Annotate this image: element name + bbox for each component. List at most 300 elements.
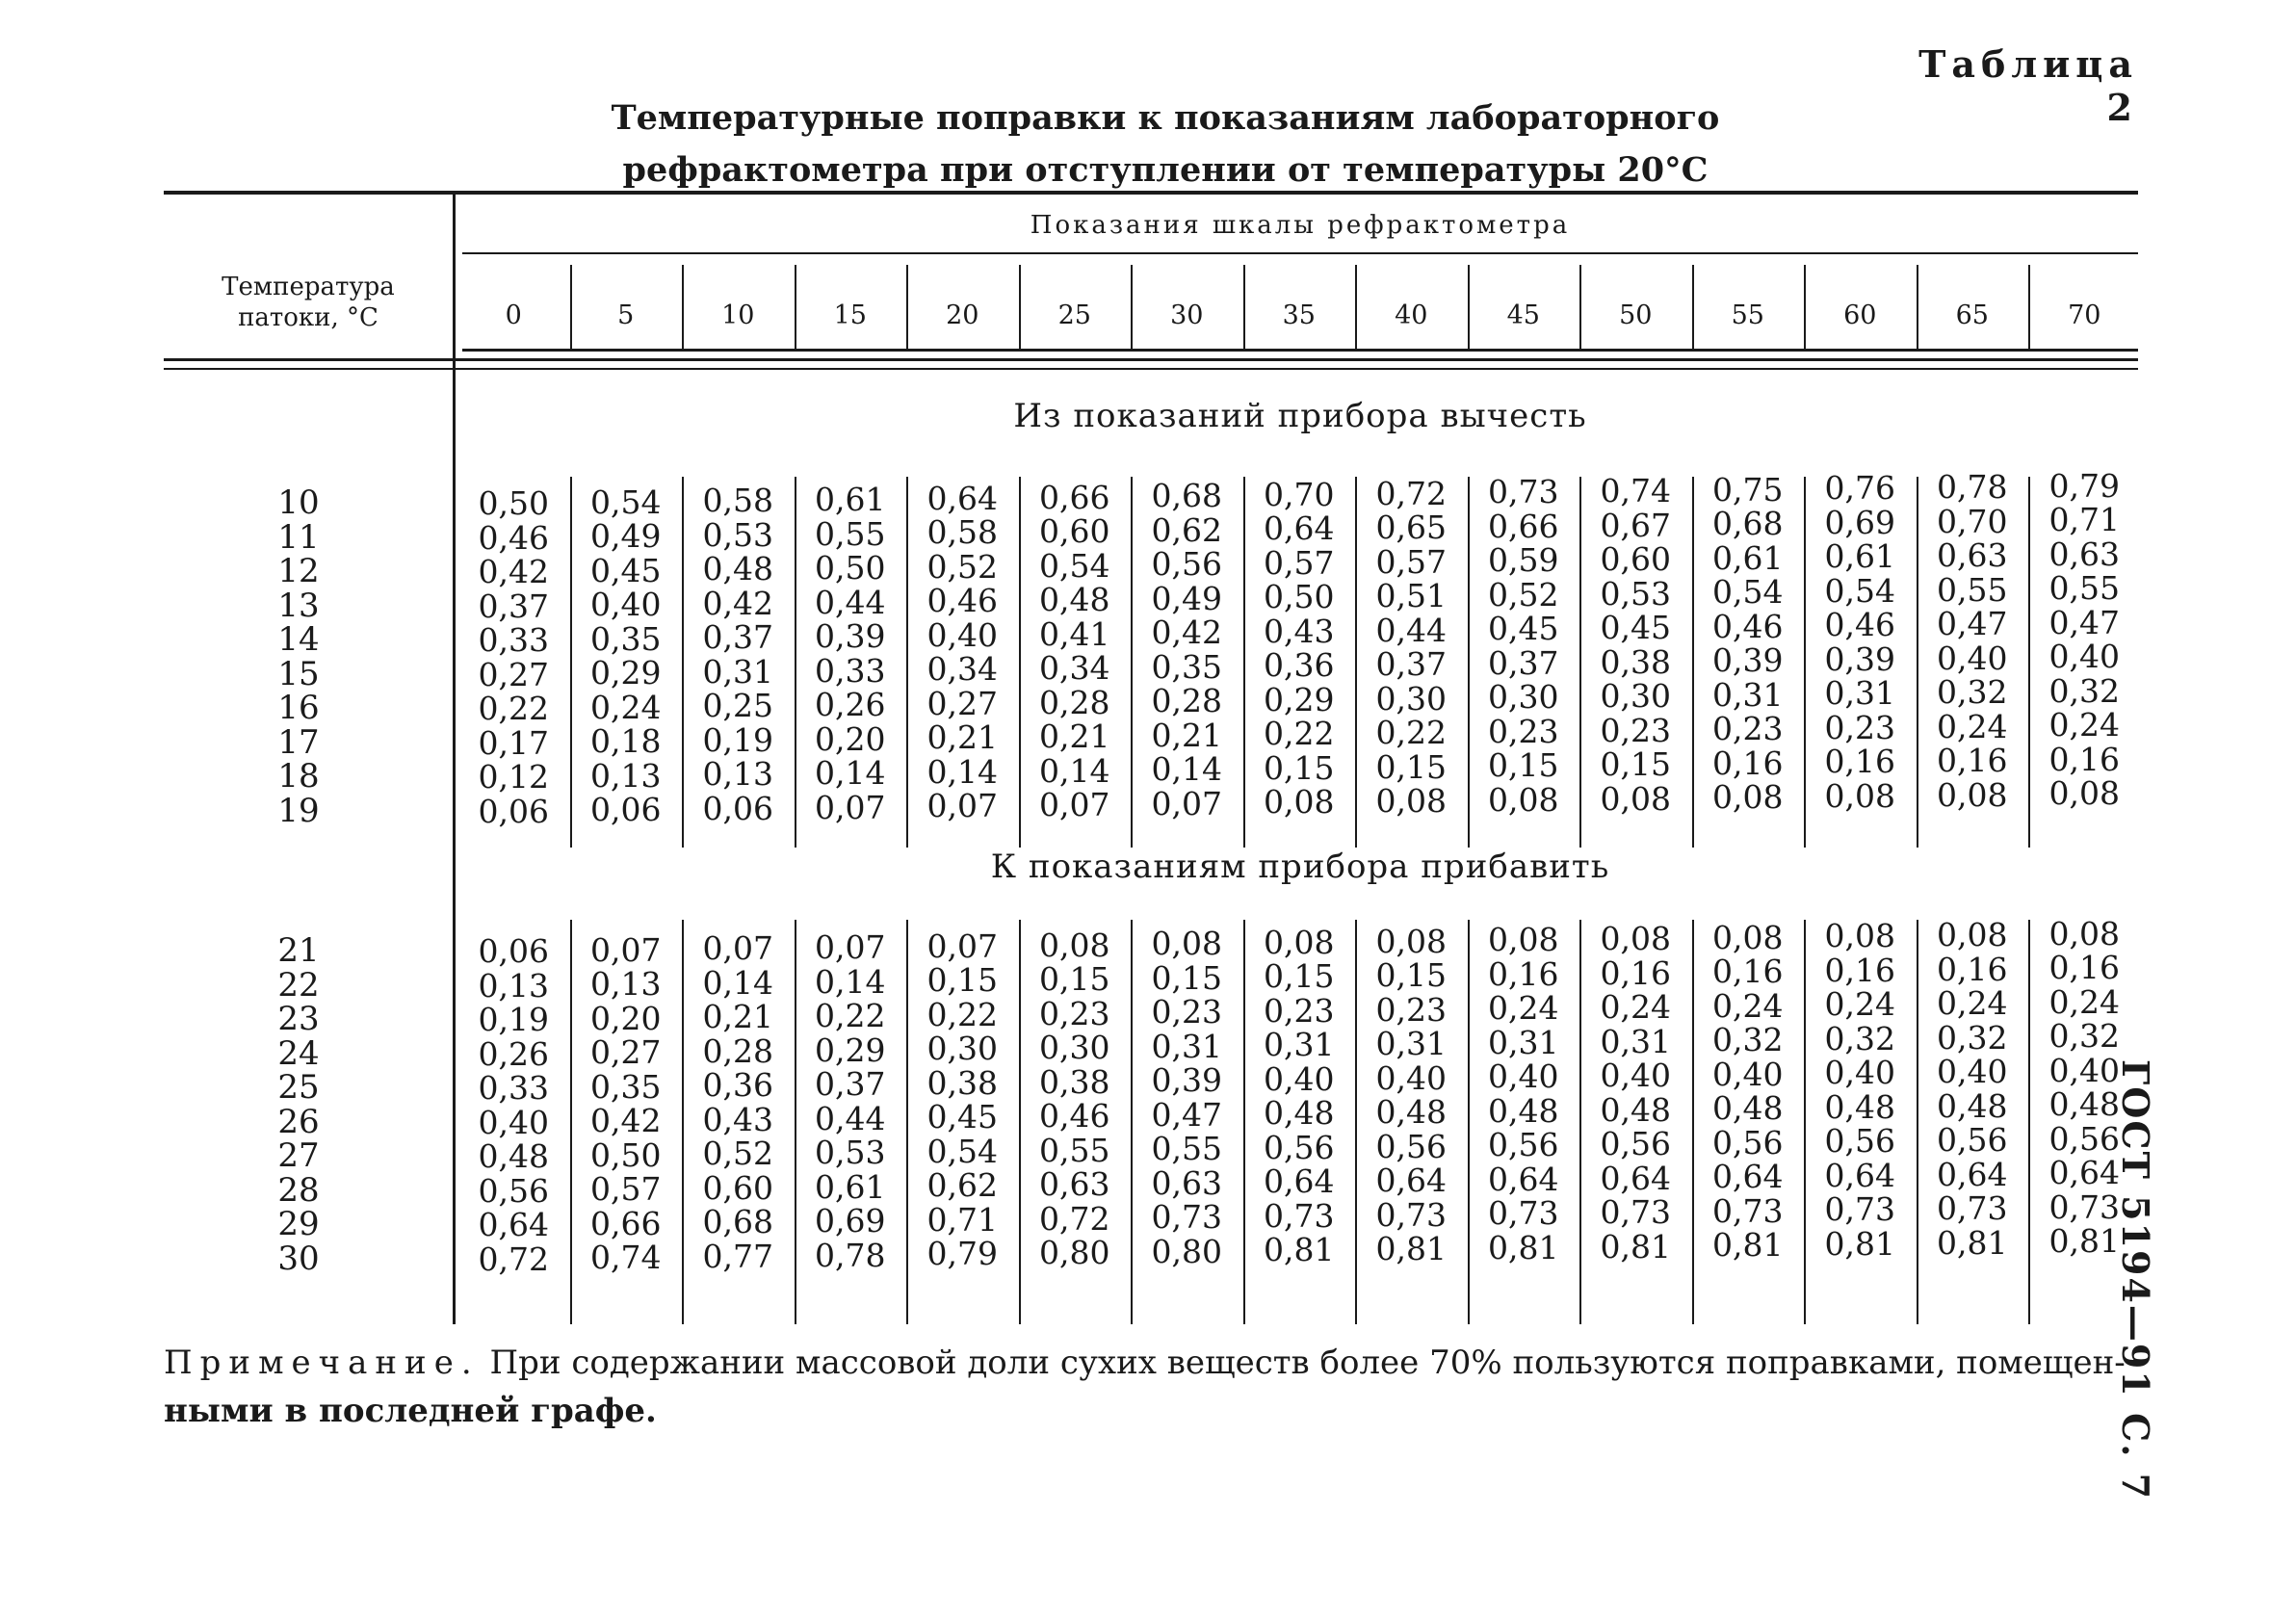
correction-value: 0,21 <box>1151 716 1222 754</box>
header-bottom-rule-2 <box>164 358 2138 361</box>
correction-value: 0,24 <box>1488 989 1559 1028</box>
note-text: При содержании массовой доли сухих веществ более 70% пользуются поправками, помещен- <box>489 1344 2126 1382</box>
correction-value: 0,32 <box>2048 671 2120 710</box>
column-divider <box>1243 265 1245 352</box>
scale-column-header: 25 <box>1057 300 1091 330</box>
correction-value: 0,08 <box>1712 918 1784 956</box>
correction-value: 0,64 <box>1375 1161 1447 1200</box>
scale-column-header: 45 <box>1506 300 1540 330</box>
correction-value: 0,20 <box>815 719 886 758</box>
correction-value: 0,54 <box>590 483 662 521</box>
correction-value: 0,55 <box>1039 1131 1110 1169</box>
temperature-row-label: 21 <box>277 931 320 970</box>
correction-value: 0,24 <box>2048 706 2120 744</box>
correction-value: 0,61 <box>815 1167 886 1206</box>
correction-value: 0,16 <box>2048 740 2120 778</box>
correction-value: 0,32 <box>1937 673 2008 712</box>
correction-value: 0,13 <box>590 965 662 1004</box>
correction-value: 0,56 <box>1375 1127 1447 1165</box>
correction-value: 0,07 <box>702 929 773 968</box>
correction-value: 0,06 <box>478 932 549 970</box>
correction-value: 0,40 <box>1264 1059 1335 1098</box>
column-divider <box>682 920 684 1324</box>
add-section-title: К показаниям прибора прибавить <box>990 848 1610 886</box>
correction-value: 0,37 <box>1488 643 1559 682</box>
correction-value: 0,69 <box>815 1202 886 1240</box>
correction-value: 0,23 <box>1600 711 1671 749</box>
correction-value: 0,38 <box>1039 1062 1110 1101</box>
correction-value: 0,49 <box>590 517 662 556</box>
correction-value: 0,08 <box>2048 774 2120 813</box>
correction-value: 0,46 <box>1712 607 1784 645</box>
correction-value: 0,48 <box>1937 1086 2008 1125</box>
correction-value: 0,32 <box>1824 1019 1895 1057</box>
correction-value: 0,15 <box>1488 746 1559 785</box>
correction-value: 0,65 <box>1375 509 1447 547</box>
correction-value: 0,22 <box>1264 715 1335 753</box>
correction-value: 0,19 <box>702 720 773 759</box>
correction-value: 0,81 <box>1937 1223 2008 1262</box>
column-divider <box>2028 920 2030 1324</box>
correction-value: 0,73 <box>1488 473 1559 511</box>
column-divider <box>1019 265 1021 352</box>
correction-value: 0,44 <box>1375 611 1447 649</box>
correction-value: 0,16 <box>1824 743 1895 781</box>
correction-value: 0,08 <box>1712 778 1784 817</box>
correction-value: 0,64 <box>1600 1159 1671 1197</box>
correction-value: 0,53 <box>1600 574 1671 613</box>
correction-value: 0,56 <box>1600 1125 1671 1162</box>
correction-value: 0,29 <box>815 1031 886 1069</box>
correction-value: 0,81 <box>1375 1230 1447 1268</box>
correction-value: 0,40 <box>1824 1054 1895 1092</box>
correction-value: 0,14 <box>815 754 886 793</box>
correction-value: 0,74 <box>590 1239 662 1277</box>
correction-value: 0,53 <box>815 1134 886 1172</box>
correction-value: 0,42 <box>1151 613 1222 652</box>
correction-value: 0,57 <box>1375 542 1447 581</box>
correction-value: 0,28 <box>1151 682 1222 720</box>
correction-value: 0,55 <box>1151 1130 1222 1168</box>
correction-value: 0,61 <box>815 481 886 519</box>
correction-value: 0,15 <box>1600 745 1671 783</box>
correction-value: 0,22 <box>478 690 549 727</box>
correction-value: 0,74 <box>1600 472 1671 509</box>
correction-value: 0,54 <box>1712 573 1784 612</box>
correction-value: 0,31 <box>1824 674 1895 713</box>
header-bottom-rule-3 <box>164 368 2138 370</box>
correction-value: 0,23 <box>1039 994 1110 1032</box>
correction-value: 0,41 <box>1039 614 1110 653</box>
correction-value: 0,32 <box>2048 1017 2120 1056</box>
gost-page-stamp: ГОСТ 5194—91 С. 7 <box>2114 1059 2157 1501</box>
correction-value: 0,62 <box>1151 510 1222 549</box>
correction-value: 0,13 <box>590 756 662 795</box>
correction-value: 0,16 <box>1937 742 2008 780</box>
correction-value: 0,48 <box>1712 1089 1784 1128</box>
correction-value: 0,15 <box>1151 958 1222 997</box>
table-title-line-2: рефрактометра при отступлении от температуры 20°С <box>622 150 1709 190</box>
correction-value: 0,21 <box>702 998 773 1036</box>
correction-value: 0,31 <box>1712 675 1784 714</box>
correction-value: 0,07 <box>815 928 886 967</box>
correction-value: 0,14 <box>926 752 998 791</box>
correction-value: 0,54 <box>1039 546 1110 585</box>
correction-value: 0,08 <box>2048 914 2120 953</box>
correction-value: 0,57 <box>590 1170 662 1209</box>
correction-value: 0,35 <box>590 619 662 658</box>
correction-value: 0,63 <box>1937 536 2008 575</box>
correction-value: 0,21 <box>1039 718 1110 755</box>
correction-value: 0,40 <box>478 1103 549 1141</box>
correction-value: 0,56 <box>2048 1119 2120 1158</box>
correction-value: 0,45 <box>590 551 662 589</box>
correction-value: 0,67 <box>1600 506 1671 544</box>
correction-value: 0,42 <box>702 584 773 622</box>
correction-value: 0,73 <box>1937 1189 2008 1228</box>
column-divider <box>1131 265 1133 352</box>
correction-value: 0,16 <box>1600 953 1671 992</box>
correction-value: 0,15 <box>926 961 998 1000</box>
correction-value: 0,73 <box>1824 1190 1895 1229</box>
correction-value: 0,56 <box>1712 1123 1784 1161</box>
correction-value: 0,14 <box>1039 751 1110 790</box>
column-divider <box>1804 920 1806 1324</box>
correction-value: 0,12 <box>478 758 549 796</box>
correction-value: 0,66 <box>1488 507 1559 545</box>
scale-column-header: 55 <box>1731 300 1764 330</box>
table-number: Таблица 2 <box>1918 42 2138 129</box>
correction-value: 0,31 <box>1488 1023 1559 1061</box>
scale-column-header: 5 <box>617 300 635 330</box>
correction-value: 0,78 <box>1937 468 2008 507</box>
correction-value: 0,28 <box>1039 683 1110 721</box>
correction-value: 0,08 <box>1375 782 1447 821</box>
correction-value: 0,48 <box>1824 1087 1895 1126</box>
correction-value: 0,38 <box>926 1063 998 1102</box>
scale-column-header: 15 <box>833 300 867 330</box>
correction-value: 0,72 <box>478 1240 549 1278</box>
correction-value: 0,06 <box>478 792 549 830</box>
correction-value: 0,58 <box>702 482 773 520</box>
correction-value: 0,18 <box>590 722 662 761</box>
correction-value: 0,64 <box>1824 1156 1895 1194</box>
column-divider <box>682 265 684 352</box>
scale-column-header: 60 <box>1843 300 1877 330</box>
temperature-row-label: 23 <box>277 1000 320 1038</box>
correction-value: 0,81 <box>1824 1224 1895 1263</box>
correction-value: 0,37 <box>1375 645 1447 684</box>
correction-value: 0,48 <box>702 550 773 588</box>
correction-value: 0,80 <box>1151 1232 1222 1270</box>
correction-value: 0,52 <box>702 1135 773 1173</box>
correction-value: 0,19 <box>478 1001 549 1038</box>
correction-value: 0,23 <box>1375 990 1447 1029</box>
column-divider <box>1804 265 1806 352</box>
correction-value: 0,81 <box>2048 1222 2120 1261</box>
correction-value: 0,52 <box>1488 575 1559 613</box>
correction-value: 0,49 <box>1151 579 1222 617</box>
correction-value: 0,47 <box>1151 1095 1222 1134</box>
correction-value: 0,22 <box>815 997 886 1035</box>
correction-value: 0,23 <box>1488 712 1559 750</box>
correction-value: 0,40 <box>1712 1055 1784 1093</box>
correction-value: 0,22 <box>926 995 998 1033</box>
column-divider <box>795 477 796 848</box>
correction-value: 0,16 <box>1488 954 1559 993</box>
correction-value: 0,31 <box>702 652 773 691</box>
correction-value: 0,31 <box>1375 1025 1447 1063</box>
correction-value: 0,32 <box>1712 1021 1784 1059</box>
correction-value: 0,55 <box>1937 570 2008 609</box>
correction-value: 0,08 <box>1824 776 1895 815</box>
column-divider <box>1468 920 1470 1324</box>
correction-value: 0,47 <box>1937 605 2008 643</box>
correction-value: 0,81 <box>1488 1228 1559 1266</box>
temperature-row-label: 27 <box>277 1136 320 1175</box>
correction-value: 0,43 <box>1264 612 1335 650</box>
scale-header-rule <box>462 252 2138 254</box>
correction-value: 0,07 <box>815 788 886 826</box>
correction-value: 0,50 <box>590 1135 662 1174</box>
correction-value: 0,13 <box>478 966 549 1005</box>
correction-value: 0,45 <box>1600 609 1671 646</box>
correction-value: 0,76 <box>1824 469 1895 508</box>
correction-value: 0,36 <box>702 1066 773 1105</box>
correction-value: 0,33 <box>478 1069 549 1107</box>
correction-value: 0,57 <box>1264 543 1335 582</box>
correction-value: 0,48 <box>1264 1094 1335 1133</box>
scale-column-header: 50 <box>1619 300 1653 330</box>
correction-value: 0,40 <box>1375 1058 1447 1097</box>
scale-column-header: 40 <box>1395 300 1428 330</box>
correction-value: 0,22 <box>1375 714 1447 752</box>
column-divider <box>1468 477 1470 848</box>
correction-value: 0,30 <box>1039 1029 1110 1066</box>
correction-value: 0,50 <box>478 484 549 522</box>
correction-value: 0,31 <box>1151 1027 1222 1065</box>
table-title-line-1: Температурные поправки к показаниям лабораторного <box>611 98 1720 138</box>
correction-value: 0,81 <box>1264 1231 1335 1269</box>
correction-value: 0,78 <box>815 1236 886 1274</box>
correction-value: 0,08 <box>1375 922 1447 960</box>
correction-value: 0,56 <box>1824 1122 1895 1161</box>
correction-value: 0,23 <box>1824 708 1895 746</box>
correction-value: 0,48 <box>2048 1085 2120 1124</box>
correction-value: 0,37 <box>702 618 773 657</box>
correction-value: 0,44 <box>815 583 886 621</box>
correction-value: 0,71 <box>2048 501 2120 539</box>
correction-value: 0,08 <box>1600 779 1671 818</box>
correction-value: 0,56 <box>1151 545 1222 584</box>
correction-value: 0,66 <box>590 1204 662 1242</box>
correction-value: 0,81 <box>1712 1226 1784 1265</box>
temperature-row-label: 24 <box>277 1033 320 1073</box>
correction-value: 0,27 <box>590 1033 662 1072</box>
correction-value: 0,64 <box>1488 1160 1559 1198</box>
correction-value: 0,47 <box>2048 603 2120 641</box>
correction-value: 0,36 <box>1264 646 1335 685</box>
correction-value: 0,70 <box>1264 475 1335 513</box>
column-divider <box>2028 477 2030 848</box>
correction-value: 0,48 <box>1488 1091 1559 1130</box>
correction-value: 0,56 <box>1488 1126 1559 1164</box>
correction-value: 0,46 <box>926 582 998 620</box>
scale-column-header: 10 <box>721 300 755 330</box>
correction-value: 0,06 <box>590 791 662 829</box>
correction-value: 0,06 <box>702 789 773 827</box>
correction-value: 0,31 <box>1264 1026 1335 1064</box>
temperature-row-label: 25 <box>277 1068 320 1107</box>
correction-value: 0,58 <box>926 513 998 552</box>
correction-value: 0,70 <box>1937 502 2008 540</box>
temperature-row-label: 12 <box>277 552 320 590</box>
correction-value: 0,35 <box>590 1067 662 1106</box>
correction-value: 0,37 <box>815 1065 886 1104</box>
column-divider <box>1019 477 1021 848</box>
correction-value: 0,42 <box>478 553 549 590</box>
correction-value: 0,50 <box>1264 578 1335 616</box>
correction-value: 0,63 <box>1039 1165 1110 1203</box>
column-divider <box>1579 477 1581 848</box>
correction-value: 0,30 <box>1488 678 1559 717</box>
correction-value: 0,60 <box>1600 540 1671 578</box>
correction-value: 0,24 <box>590 688 662 726</box>
correction-value: 0,52 <box>926 547 998 586</box>
correction-value: 0,63 <box>2048 535 2120 573</box>
correction-value: 0,08 <box>1151 925 1222 963</box>
temperature-row-label: 11 <box>277 517 320 557</box>
correction-value: 0,62 <box>926 1166 998 1205</box>
correction-value: 0,43 <box>702 1100 773 1138</box>
correction-value: 0,61 <box>1712 538 1784 577</box>
correction-value: 0,07 <box>1039 786 1110 823</box>
correction-value: 0,16 <box>1712 744 1784 782</box>
correction-value: 0,40 <box>2048 1051 2120 1089</box>
correction-value: 0,24 <box>1937 984 2008 1023</box>
correction-value: 0,68 <box>1151 477 1222 515</box>
correction-value: 0,73 <box>1712 1191 1784 1230</box>
correction-value: 0,73 <box>2048 1187 2120 1226</box>
correction-value: 0,16 <box>1824 951 1895 989</box>
column-divider <box>795 265 796 352</box>
correction-value: 0,23 <box>1712 710 1784 748</box>
correction-value: 0,24 <box>1600 988 1671 1026</box>
column-divider <box>2028 265 2030 352</box>
correction-value: 0,15 <box>1375 747 1447 786</box>
temperature-row-label: 13 <box>277 586 320 625</box>
scale-column-header: 35 <box>1282 300 1316 330</box>
correction-value: 0,17 <box>478 723 549 762</box>
correction-value: 0,08 <box>1264 923 1335 961</box>
correction-value: 0,21 <box>926 718 998 757</box>
correction-value: 0,24 <box>2048 982 2120 1021</box>
correction-value: 0,15 <box>1264 748 1335 787</box>
correction-value: 0,08 <box>1600 920 1671 957</box>
correction-value: 0,68 <box>702 1203 773 1241</box>
correction-value: 0,08 <box>1488 921 1559 959</box>
correction-value: 0,64 <box>926 479 998 517</box>
header-bottom-rule <box>462 349 2138 352</box>
correction-value: 0,08 <box>1937 916 2008 954</box>
correction-value: 0,79 <box>2048 466 2120 505</box>
correction-value: 0,14 <box>815 962 886 1001</box>
correction-value: 0,63 <box>1151 1163 1222 1202</box>
correction-value: 0,24 <box>1937 707 2008 745</box>
column-divider <box>906 920 908 1324</box>
column-divider <box>1579 920 1581 1324</box>
correction-value: 0,64 <box>478 1206 549 1243</box>
correction-value: 0,79 <box>926 1235 998 1273</box>
temperature-row-label: 30 <box>277 1239 320 1278</box>
scale-column-header: 30 <box>1170 300 1204 330</box>
scale-column-header: 70 <box>2068 300 2101 330</box>
correction-value: 0,07 <box>926 787 998 825</box>
note-continuation: ными в последней графе. <box>164 1392 657 1430</box>
correction-value: 0,64 <box>1712 1158 1784 1196</box>
correction-value: 0,56 <box>1264 1128 1335 1166</box>
column-divider <box>682 477 684 848</box>
temperature-row-label: 19 <box>277 791 320 830</box>
temperature-row-label: 15 <box>277 654 320 693</box>
correction-value: 0,48 <box>1039 581 1110 618</box>
correction-value: 0,07 <box>1151 784 1222 822</box>
correction-value: 0,46 <box>1824 606 1895 644</box>
correction-value: 0,73 <box>1264 1196 1335 1235</box>
correction-value: 0,40 <box>926 615 998 654</box>
column-divider <box>570 265 572 352</box>
temperature-row-label: 14 <box>277 620 320 659</box>
correction-value: 0,46 <box>1039 1097 1110 1135</box>
column-divider <box>1243 920 1245 1324</box>
column-divider <box>1131 477 1133 848</box>
column-divider <box>1131 920 1133 1324</box>
column-divider <box>906 265 908 352</box>
correction-value: 0,26 <box>815 686 886 724</box>
correction-value: 0,08 <box>1824 917 1895 955</box>
correction-value: 0,37 <box>478 587 549 625</box>
column-divider <box>1917 920 1918 1324</box>
temperature-row-label: 16 <box>277 689 320 727</box>
correction-value: 0,64 <box>1264 1162 1335 1201</box>
temperature-row-label: 18 <box>277 757 320 796</box>
correction-value: 0,39 <box>1712 641 1784 680</box>
correction-value: 0,27 <box>478 655 549 693</box>
correction-value: 0,64 <box>1264 509 1335 548</box>
correction-value: 0,16 <box>1937 950 2008 988</box>
correction-value: 0,16 <box>1712 953 1784 991</box>
correction-value: 0,77 <box>702 1237 773 1275</box>
correction-value: 0,08 <box>1488 780 1559 819</box>
correction-value: 0,40 <box>1600 1057 1671 1094</box>
correction-value: 0,23 <box>1264 991 1335 1030</box>
temperature-row-label: 10 <box>277 483 320 522</box>
temperature-row-label: 26 <box>277 1102 320 1141</box>
column-divider <box>1917 265 1918 352</box>
correction-value: 0,44 <box>815 1099 886 1137</box>
correction-value: 0,08 <box>1264 783 1335 822</box>
correction-value: 0,15 <box>1375 956 1447 995</box>
correction-value: 0,24 <box>1824 985 1895 1024</box>
column-divider <box>1692 477 1694 848</box>
correction-value: 0,07 <box>926 926 998 965</box>
correction-value: 0,59 <box>1488 541 1559 580</box>
correction-value: 0,66 <box>1039 478 1110 516</box>
correction-value: 0,48 <box>1375 1093 1447 1132</box>
correction-value: 0,50 <box>815 549 886 587</box>
correction-value: 0,53 <box>702 515 773 554</box>
correction-value: 0,08 <box>1937 775 2008 814</box>
